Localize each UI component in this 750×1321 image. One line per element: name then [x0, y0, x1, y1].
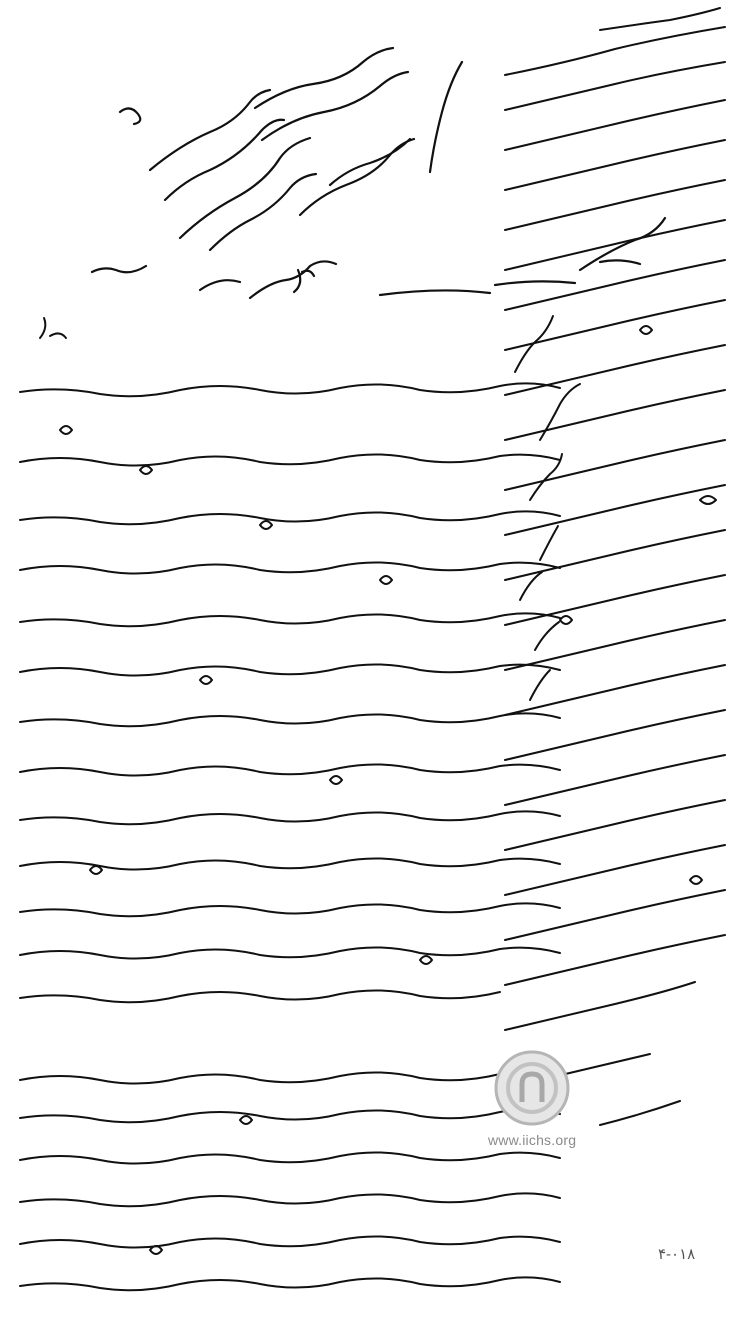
top-annotation-block	[120, 48, 462, 250]
right-margin-annotation	[505, 8, 725, 1125]
page-number: ۴-۰۱۸	[658, 1246, 696, 1263]
iichs-logo-icon	[490, 1046, 574, 1130]
watermark-url[interactable]: www.iichs.org	[488, 1132, 577, 1148]
letter-header	[92, 218, 665, 298]
